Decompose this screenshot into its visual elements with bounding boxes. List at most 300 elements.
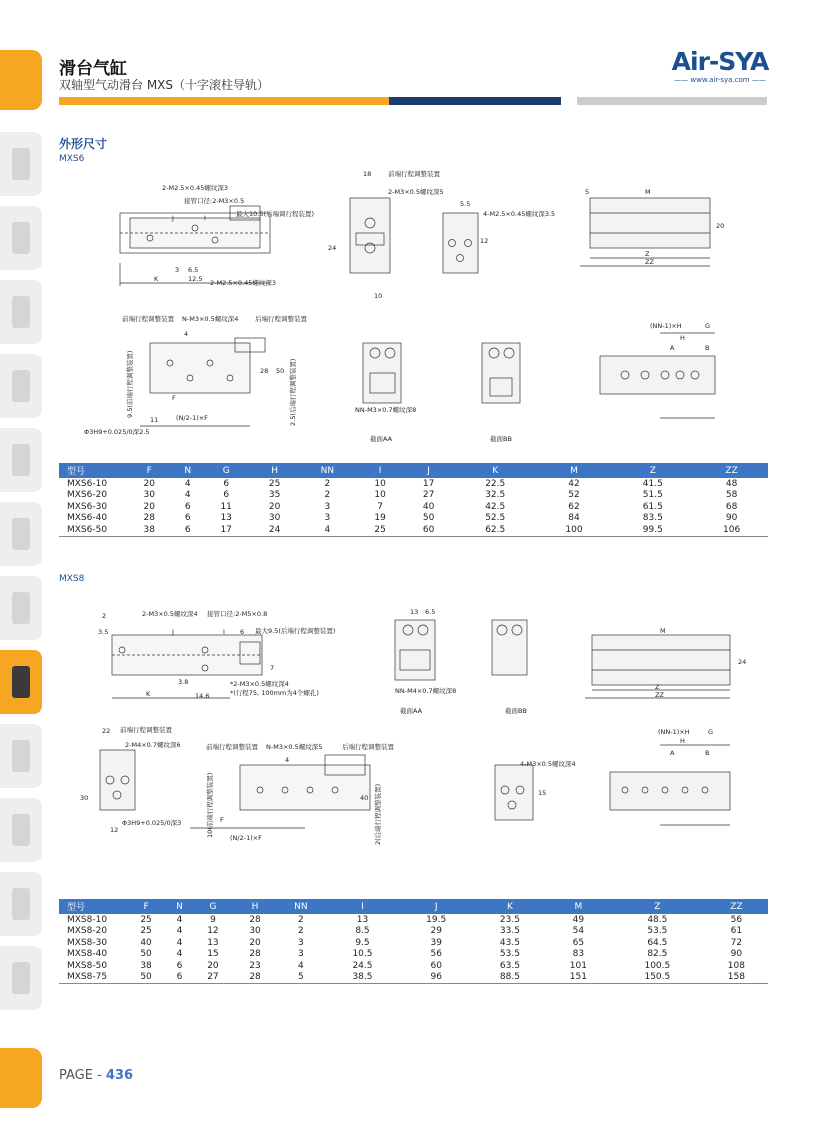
value-cell: 24 [250, 524, 298, 536]
mxs8-dim-i: I [223, 628, 225, 636]
value-cell: 53.5 [647, 926, 668, 937]
mxs6-label-3: 最大10.5(后端调行程装置) [236, 210, 315, 218]
value-cell: 48 [725, 478, 738, 489]
mxs8-label-3: 最大9.5(后端行程调整装置) [255, 627, 336, 635]
mxs6-num-10: 10 [374, 292, 383, 300]
mxs8-label-6: NN-M4×0.7螺纹深8 [395, 687, 457, 695]
value-cell: 17 [422, 478, 435, 489]
mxs8-dim-h: H [680, 737, 685, 745]
value-cell: 6 [223, 490, 230, 501]
value-cell: 23.5 [499, 914, 520, 925]
col-header: ZZ [705, 899, 768, 914]
mxs6-dim-k: K [154, 275, 159, 283]
value-cell: 13 [356, 914, 369, 925]
value-cell: 9.5 [355, 937, 370, 948]
page-footer [59, 1068, 133, 1083]
mxs6-label-8: 前端行程调整装置 [122, 315, 174, 323]
mxs8-num-3-8: 3.8 [178, 678, 189, 686]
col-header: Z [610, 899, 705, 914]
value-cell: 62 [568, 501, 580, 512]
model-cell: MXS6-10 [67, 478, 108, 489]
value-cell: 30 [143, 490, 155, 501]
value-cell: 4 [299, 524, 356, 536]
mxs8-dim-a: A [670, 749, 675, 757]
value-cell: 51.5 [642, 490, 663, 501]
value-cell: 8.5 [355, 926, 370, 937]
value-cell: 4 [176, 914, 183, 925]
col-header: G [202, 463, 250, 478]
mxs6-dim-g: G [705, 322, 711, 330]
value-cell: 56 [430, 949, 442, 960]
value-cell: 54 [572, 926, 585, 937]
value-cell: 90 [725, 513, 738, 524]
mxs6-label-9: N-M3×0.5螺纹深4 [182, 315, 239, 323]
value-cell: 19 [374, 513, 386, 524]
mxs6-num-28: 28 [260, 367, 269, 375]
value-cell: 108 [727, 960, 745, 971]
mxs6-label-14: NN-M3×0.7螺纹深8 [355, 406, 417, 414]
value-cell: 4 [176, 926, 183, 937]
category-tab-4[interactable] [0, 354, 42, 418]
mxs8-table-header [59, 899, 768, 914]
mxs8-section-bb: 截面BB [505, 707, 527, 715]
value-cell: 9 [210, 914, 216, 925]
mxs6-dim-i: I [204, 214, 206, 222]
table-row [59, 937, 768, 949]
top-side-tab [0, 50, 42, 110]
mxs8-dim-z: Z [655, 683, 660, 691]
value-cell: 101 [569, 960, 587, 971]
value-cell: 38 [140, 960, 152, 971]
mxs6-label-12: 2.5(后端行程调整装置) [289, 358, 297, 426]
category-tab-11[interactable] [0, 872, 42, 936]
mxs6-num-3: 3 [175, 266, 180, 274]
value-cell: 33.5 [499, 926, 520, 937]
value-cell: 3 [297, 937, 304, 948]
value-cell: 20 [249, 937, 261, 948]
pipe-icon [12, 814, 30, 846]
value-cell: 19.5 [426, 914, 447, 925]
col-header: F [125, 463, 173, 478]
mxs8-num-12: 12 [110, 826, 119, 834]
gripper-icon [12, 592, 30, 624]
value-cell: 5 [276, 972, 326, 984]
mxs6-table-header [59, 463, 768, 478]
value-cell: 15 [207, 949, 219, 960]
mxs6-dim-m: M [645, 188, 651, 196]
value-cell: 28 [249, 914, 261, 925]
logo-text: Air-SYA [671, 47, 769, 76]
value-cell: 61.5 [642, 501, 663, 512]
value-cell: 30 [249, 926, 261, 937]
regulator-icon [12, 962, 30, 994]
mxs6-num-18: 18 [363, 170, 372, 178]
value-cell: 96 [399, 972, 473, 984]
table-row [59, 490, 768, 502]
mxs6-num-6-5: 6.5 [188, 266, 199, 274]
value-cell: 20 [207, 960, 219, 971]
mxs6-num-24: 24 [328, 244, 337, 252]
mxs8-label-14: 4-M3×0.5螺纹深4 [520, 760, 576, 768]
table-row [59, 926, 768, 938]
mxs6-num-11: 11 [150, 416, 159, 424]
value-cell: 22.5 [485, 478, 506, 489]
header-bar-orange [59, 97, 389, 105]
page-subtitle: 双轴型气动滑台 MXS（十字滚柱导轨） [59, 78, 270, 92]
value-cell: 40 [422, 501, 435, 512]
category-tab-6[interactable] [0, 502, 42, 566]
page-title: 滑台气缸 [59, 59, 127, 79]
value-cell: 20 [143, 501, 155, 512]
mxs8-label-2: 接管口径:2-M5×0.8 [207, 610, 268, 618]
value-cell: 6 [184, 513, 191, 524]
col-header: 型号 [59, 899, 125, 914]
value-cell: 12 [207, 926, 219, 937]
mxs8-label-12: N-M3×0.5螺纹深5 [266, 743, 323, 751]
elbow-icon [12, 370, 30, 402]
mxs8-num-6-5: 6.5 [425, 608, 436, 616]
col-header: M [538, 463, 611, 478]
model-cell: MXS6-30 [67, 501, 108, 512]
value-cell: 13 [220, 513, 232, 524]
mxs6-section-aa: 截面AA [370, 435, 393, 443]
value-cell: 72 [730, 937, 743, 948]
mxs6-dim-zz: ZZ [645, 258, 654, 266]
value-cell: 29 [430, 926, 442, 937]
category-tab-9[interactable] [0, 724, 42, 788]
col-header: K [453, 463, 538, 478]
value-cell: 38 [125, 524, 173, 536]
mxs8-section-aa: 截面AA [400, 707, 423, 715]
value-cell: 4 [176, 937, 183, 948]
mxs6-num-5: 5 [585, 188, 590, 196]
col-header: I [356, 463, 404, 478]
bottom-side-tab [0, 1048, 42, 1108]
value-cell: 150.5 [610, 972, 705, 984]
header-bar-gray [577, 97, 767, 105]
block-icon [12, 518, 30, 550]
mxs8-label-17: Φ3H9+0.025/0深3 [122, 819, 182, 827]
mxs6-num-4: 4 [184, 330, 189, 338]
category-tab-slide-cylinder[interactable] [0, 650, 42, 714]
value-cell: 6 [184, 501, 191, 512]
col-header: J [399, 899, 473, 914]
value-cell: 30 [268, 513, 281, 524]
silencer-icon [12, 888, 30, 920]
value-cell: 48.5 [647, 914, 668, 925]
model-cell: MXS8-75 [59, 972, 125, 984]
mxs8-num-15: 15 [538, 789, 547, 797]
page-number: 436 [105, 1068, 134, 1083]
mxs6-label-2: 接管口径:2-M3×0.5 [184, 197, 245, 205]
value-cell: 25 [356, 524, 404, 536]
col-header: H [234, 899, 276, 914]
value-cell: 35 [268, 490, 281, 501]
mxs8-dim-g: G [708, 728, 714, 736]
value-cell: 3 [324, 513, 331, 524]
mxs6-num-12-5: 12.5 [188, 275, 203, 283]
value-cell: 84 [568, 513, 580, 524]
value-cell: 82.5 [647, 949, 668, 960]
mxs6-label-7: 4-M2.5×0.45螺纹深3.5 [483, 210, 556, 218]
mxs6-label-6: 2-M3×0.5螺纹深5 [388, 188, 444, 196]
value-cell: 32.5 [485, 490, 506, 501]
logo-url: —— www.air-sya.com —— [674, 76, 766, 84]
value-cell: 43.5 [499, 937, 520, 948]
cylinder-icon [12, 444, 30, 476]
mxs8-label-10: 2-M4×0.7螺纹深6 [125, 741, 181, 749]
category-tab-3[interactable] [0, 280, 42, 344]
mxs8-num-22: 22 [102, 727, 111, 735]
value-cell: 23 [249, 960, 261, 971]
value-cell: 99.5 [610, 524, 695, 536]
mxs6-num-12: 12 [480, 237, 489, 245]
value-cell: 27 [192, 972, 234, 984]
mxs8-label-11: 前端行程调整装置 [206, 743, 258, 751]
mxs6-dim-f: F [172, 394, 176, 402]
col-header: I [326, 899, 400, 914]
category-tab-1[interactable] [0, 132, 42, 196]
col-header: NN [299, 463, 356, 478]
fitting-icon [12, 296, 30, 328]
mxs8-dim-j: J [172, 628, 174, 636]
mxs6-section-bb: 截面BB [490, 435, 512, 443]
col-header: J [404, 463, 452, 478]
category-tab-12[interactable] [0, 946, 42, 1010]
value-cell: 42.5 [485, 501, 506, 512]
mxs8-dim-b: B [705, 749, 710, 757]
value-cell: 2 [297, 926, 304, 937]
value-cell: 52 [568, 490, 580, 501]
mxs6-label-17: (NN-1)×H [650, 322, 682, 330]
value-cell: 2 [297, 914, 304, 925]
mxs6-label-5: 前端行程调整装置 [388, 170, 440, 178]
value-cell: 10.5 [352, 949, 373, 960]
table-row [59, 914, 768, 926]
value-cell: 27 [422, 490, 435, 501]
col-header: H [250, 463, 298, 478]
brand-logo [671, 48, 769, 84]
mxs8-num-6: 6 [240, 628, 245, 636]
value-cell: 38.5 [326, 972, 400, 984]
model-cell: MXS8-50 [67, 960, 108, 971]
value-cell: 6 [223, 478, 230, 489]
mxs8-num-30: 30 [80, 794, 89, 802]
model-cell: MXS6-50 [59, 524, 125, 536]
mxs8-spec-table [59, 899, 768, 984]
value-cell: 3 [297, 949, 304, 960]
value-cell: 158 [705, 972, 768, 984]
value-cell: 25 [140, 914, 152, 925]
value-cell: 90 [730, 949, 743, 960]
value-cell: 20 [143, 478, 155, 489]
table-row [59, 524, 768, 536]
value-cell: 3 [324, 501, 331, 512]
value-cell: 50 [140, 949, 152, 960]
table-row [59, 478, 768, 490]
model-cell: MXS8-30 [67, 937, 108, 948]
value-cell: 60 [404, 524, 452, 536]
value-cell: 6 [167, 972, 192, 984]
table-row [59, 949, 768, 961]
col-header: Z [610, 463, 695, 478]
mxs8-dim-zz: ZZ [655, 691, 664, 699]
mxs8-drawings [80, 600, 770, 865]
col-header: ZZ [695, 463, 768, 478]
value-cell: 40 [140, 937, 152, 948]
mxs6-num-5-5: 5.5 [460, 200, 471, 208]
mxs6-label: MXS6 [59, 154, 85, 164]
value-cell: 20 [268, 501, 281, 512]
value-cell: 10 [374, 490, 386, 501]
mxs8-label-18: (NN-1)×H [658, 728, 690, 736]
value-cell: 4 [297, 960, 304, 971]
mxs8-num-3-5: 3.5 [98, 628, 109, 636]
mxs8-dim-f: F [220, 816, 224, 824]
value-cell: 65 [572, 937, 585, 948]
value-cell: 49 [572, 914, 585, 925]
mxs6-dim-nf: (N/2-1)×F [176, 414, 208, 422]
value-cell: 4 [184, 478, 191, 489]
value-cell: 100.5 [644, 960, 671, 971]
model-cell: MXS6-20 [67, 490, 108, 501]
model-cell: MXS6-40 [67, 513, 108, 524]
value-cell: 28 [143, 513, 155, 524]
value-cell: 106 [695, 524, 768, 536]
slide-cylinder-icon [12, 666, 30, 698]
value-cell: 64.5 [647, 937, 668, 948]
value-cell: 83 [572, 949, 585, 960]
category-tab-10[interactable] [0, 798, 42, 862]
value-cell: 6 [176, 960, 183, 971]
value-cell: 7 [377, 501, 383, 512]
mxs8-num-2: 2 [102, 612, 107, 620]
mxs6-drawings [80, 168, 770, 453]
category-sidebar [0, 132, 44, 1020]
header-bar-navy [389, 97, 561, 105]
mxs6-dim-a: A [670, 344, 675, 352]
value-cell: 41.5 [642, 478, 663, 489]
value-cell: 83.5 [642, 513, 663, 524]
value-cell: 52.5 [485, 513, 506, 524]
value-cell: 6 [173, 524, 201, 536]
value-cell: 17 [202, 524, 250, 536]
col-header: F [125, 899, 167, 914]
model-cell: MXS8-10 [67, 914, 108, 925]
mxs8-num-14-6: 14.6 [195, 692, 210, 700]
mxs8-label-4: *2-M3×0.5螺纹深4 [230, 680, 289, 688]
value-cell: 58 [725, 490, 738, 501]
value-cell: 24.5 [352, 960, 373, 971]
mxs8-label-16: 2(后端行程调整装置) [374, 783, 382, 845]
value-cell: 50 [125, 972, 167, 984]
mxs8-dim-m: M [660, 627, 666, 635]
value-cell: 4 [184, 490, 191, 501]
mxs8-label-13: 后端行程调整装置 [342, 743, 394, 751]
mxs8-table-body [59, 914, 768, 984]
mxs8-label-9: 前端行程调整装置 [120, 726, 172, 734]
mxs6-num-20: 20 [716, 222, 725, 230]
value-cell: 28 [234, 972, 276, 984]
col-header: K [473, 899, 547, 914]
value-cell: 13 [207, 937, 219, 948]
mxs6-num-50: 50 [276, 367, 285, 375]
value-cell: 28 [249, 949, 261, 960]
table-row [59, 513, 768, 525]
section-title: 外形尺寸 [59, 137, 108, 151]
mxs6-label-4: 2-M2.5×0.45螺纹深3 [210, 279, 276, 287]
table-row [59, 501, 768, 513]
category-tab-2[interactable] [0, 206, 42, 270]
value-cell: 39 [430, 937, 442, 948]
mxs8-label-1: 2-M3×0.5螺纹深4 [142, 610, 198, 618]
model-cell: MXS8-40 [67, 949, 108, 960]
table-row [59, 972, 768, 984]
mxs6-dim-b: B [705, 344, 710, 352]
value-cell: 50 [422, 513, 435, 524]
value-cell: 61 [730, 926, 743, 937]
value-cell: 88.5 [473, 972, 547, 984]
mxs8-num-4: 4 [285, 756, 290, 764]
mxs8-num-13: 13 [410, 608, 419, 616]
value-cell: 11 [220, 501, 232, 512]
value-cell: 2 [324, 490, 331, 501]
value-cell: 62.5 [453, 524, 538, 536]
mxs8-label: MXS8 [59, 574, 85, 584]
value-cell: 4 [176, 949, 183, 960]
mxs6-label-10: 后端行程调整装置 [255, 315, 307, 323]
mxs6-dim-z: Z [645, 250, 650, 258]
col-header: 型号 [59, 463, 125, 478]
mxs8-label-5: *(行程75, 100mm为4个螺孔) [230, 689, 319, 697]
valve-icon [12, 148, 30, 180]
table-row [59, 960, 768, 972]
filter-icon [12, 222, 30, 254]
mxs8-dim-k: K [146, 690, 151, 698]
value-cell: 63.5 [499, 960, 520, 971]
value-cell: 56 [730, 914, 743, 925]
mxs6-label-11: 9.5(前端行程调整装置) [126, 350, 134, 418]
col-header: N [167, 899, 192, 914]
value-cell: 100 [538, 524, 611, 536]
col-header: NN [276, 899, 326, 914]
mxs6-label-1: 2-M2.5×0.45螺纹深3 [162, 184, 228, 192]
mxs6-dim-h: H [680, 334, 685, 342]
mxs6-spec-table [59, 463, 768, 537]
value-cell: 53.5 [499, 949, 520, 960]
value-cell: 151 [547, 972, 610, 984]
value-cell: 25 [140, 926, 152, 937]
mxs6-label-13: Φ3H9+0.025/0深2.5 [84, 428, 150, 436]
mxs8-num-24: 24 [738, 658, 747, 666]
clamp-icon [12, 740, 30, 772]
model-cell: MXS8-20 [67, 926, 108, 937]
value-cell: 68 [725, 501, 738, 512]
category-tab-7[interactable] [0, 576, 42, 640]
value-cell: 42 [568, 478, 580, 489]
mxs6-table-body [59, 478, 768, 536]
category-tab-5[interactable] [0, 428, 42, 492]
value-cell: 60 [430, 960, 442, 971]
page-prefix: PAGE - [59, 1068, 106, 1083]
col-header: G [192, 899, 234, 914]
value-cell: 25 [268, 478, 281, 489]
value-cell: 10 [374, 478, 386, 489]
col-header: N [173, 463, 201, 478]
value-cell: 2 [324, 478, 331, 489]
mxs8-num-40: 40 [360, 794, 369, 802]
mxs8-num-7: 7 [270, 664, 275, 672]
